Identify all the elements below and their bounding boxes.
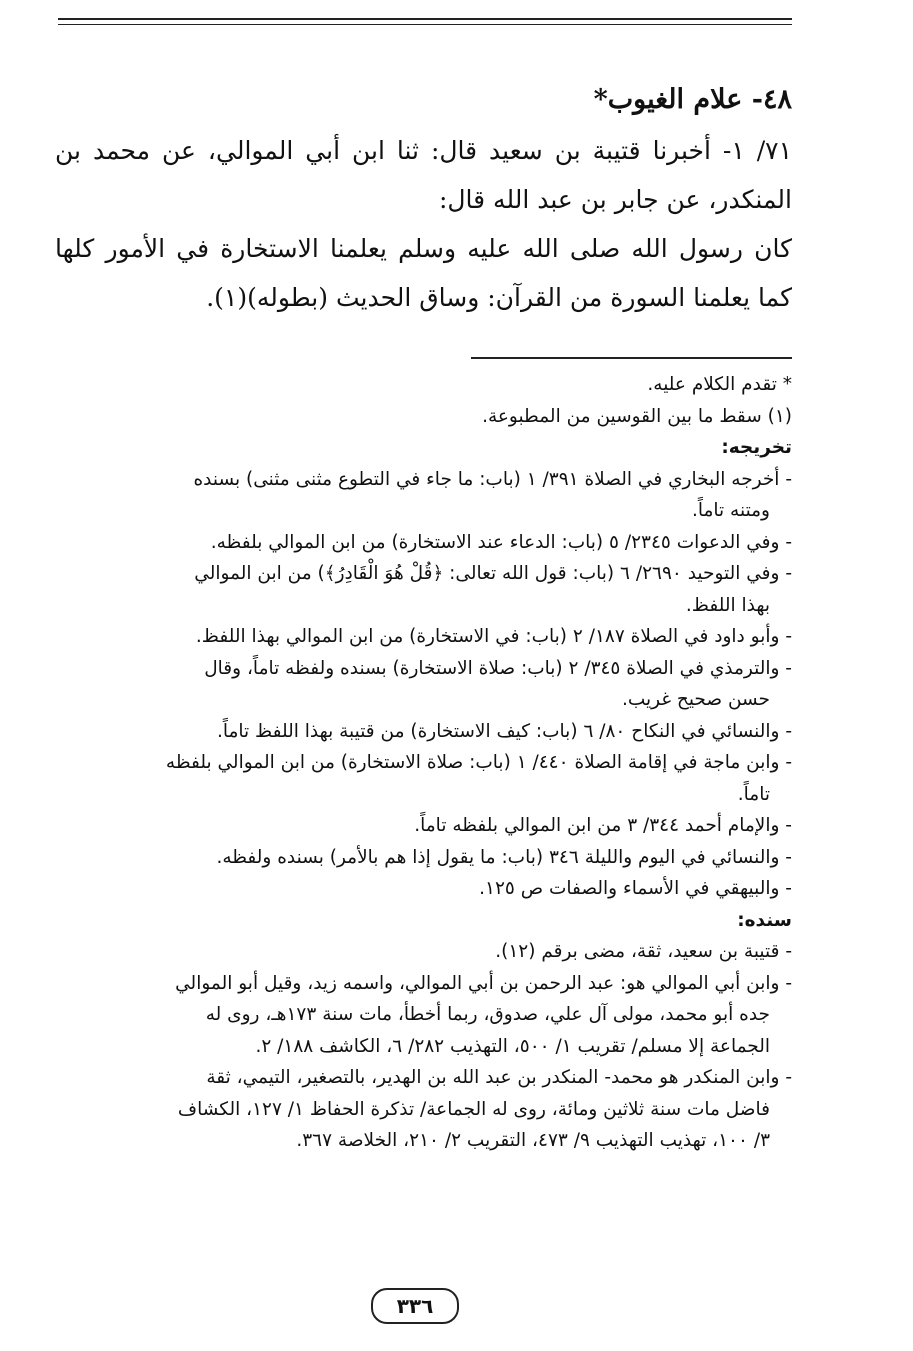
hadith-text <box>55 126 792 322</box>
footnote-line: - وأبو داود في الصلاة ١٨٧/ ٢ (باب: في الاستخارة) من ابن الموالي بهذا اللفظ. <box>195 626 792 647</box>
footnote-line: (١) سقط ما بين القوسين من المطبوعة. <box>482 405 792 427</box>
footnote-line: حسن صحيح غريب. <box>621 689 770 710</box>
footnote-line: ٣/ ١٠٠، تهذيب التهذيب ٩/ ٤٧٣، التقريب ٢/ ٢١٠، الخلاصة ٣٦٧. <box>296 1130 770 1151</box>
footnote-line: - والنسائي في النكاح ٨٠/ ٦ (باب: كيف الاستخارة) من قتيبة بهذا اللفظ تاماً. <box>216 720 792 742</box>
footnote-line: ومتنه تاماً. <box>691 500 770 521</box>
footnote-line: فاضل مات سنة ثلاثين ومائة، روى له الجماعة/ تذكرة الحفاظ ١/ ١٢٧، الكشاف <box>177 1098 770 1120</box>
main-text <box>55 78 792 322</box>
footnote-line: - وابن المنكدر هو محمد- المنكدر بن عبد الله بن الهدير، بالتصغير، التيمي، ثقة <box>206 1067 792 1088</box>
footnote-line: - قتيبة بن سعيد، ثقة، مضى برقم (١٢). <box>495 941 792 962</box>
hadith-matn: كان رسول الله صلى الله عليه وسلم يعلمنا الاستخارة في الأمور كلها كما يعلمنا السورة من القرآن: وساق الحديث (بطوله)(١). <box>55 234 792 312</box>
top-rule <box>58 18 792 20</box>
footnote-line: - وابن ماجة في إقامة الصلاة ٤٤٠/ ١ (باب: صلاة الاستخارة) من ابن الموالي بلفظه <box>165 752 792 773</box>
footnote-line: - وابن أبي الموالي هو: عبد الرحمن بن أبي الموالي، واسمه زيد، وقيل أبو الموالي <box>175 972 792 994</box>
footnote-line: * تقدم الكلام عليه. <box>647 374 792 395</box>
footnote-line: - أخرجه البخاري في الصلاة ٣٩١/ ١ (باب: ما جاء في التطوع مثنى مثنى) بسنده <box>193 468 792 490</box>
subheading-takhrij: تخريجه: <box>721 437 792 458</box>
footnote-separator <box>471 357 792 359</box>
top-rule-thin <box>58 24 792 25</box>
footnote-line: تاماً. <box>737 783 770 805</box>
footnote-line: - والنسائي في اليوم والليلة ٣٤٦ (باب: ما يقول إذا هم بالأمر) بسنده ولفظه. <box>216 846 792 868</box>
page-number: ٣٣٦ <box>371 1288 459 1324</box>
footnote-line: - وفي التوحيد ٢٦٩٠/ ٦ (باب: قول الله تعالى: ﴿قُلْ هُوَ الْقَادِرُ﴾) من ابن الموالي <box>194 563 792 584</box>
footnote-line: - والترمذي في الصلاة ٣٤٥/ ٢ (باب: صلاة الاستخارة) بسنده ولفظه تاماً، وقال <box>204 657 792 679</box>
chapter-heading: ٤٨- علام الغيوب* <box>593 84 792 115</box>
footnote-line: - وفي الدعوات ٢٣٤٥/ ٥ (باب: الدعاء عند الاستخارة) من ابن الموالي بلفظه. <box>210 531 792 553</box>
footnote-line: الجماعة إلا مسلم/ تقريب ١/ ٥٠٠، التهذيب ٢٨٢/ ٦، الكاشف ١٨٨/ ٢. <box>255 1035 770 1057</box>
footnote-line: - والبيهقي في الأسماء والصفات ص ١٢٥. <box>479 878 792 899</box>
footnote-line: جده أبو محمد، مولى آل علي، صدوق، ربما أخطأ، مات سنة ١٧٣هـ، روى له <box>205 1004 770 1025</box>
hadith-isnad: ٧١/ ١- أخبرنا قتيبة بن سعيد قال: ثنا ابن أبي الموالي، عن محمد بن المنكدر، عن جابر بن عبد الله قال: <box>55 136 792 214</box>
footnote-line: بهذا اللفظ. <box>685 594 770 616</box>
footnotes <box>55 369 792 1157</box>
subheading-sanad: سنده: <box>737 909 792 931</box>
footnote-line: - والإمام أحمد ٣٤٤/ ٣ من ابن الموالي بلفظه تاماً. <box>414 815 792 836</box>
